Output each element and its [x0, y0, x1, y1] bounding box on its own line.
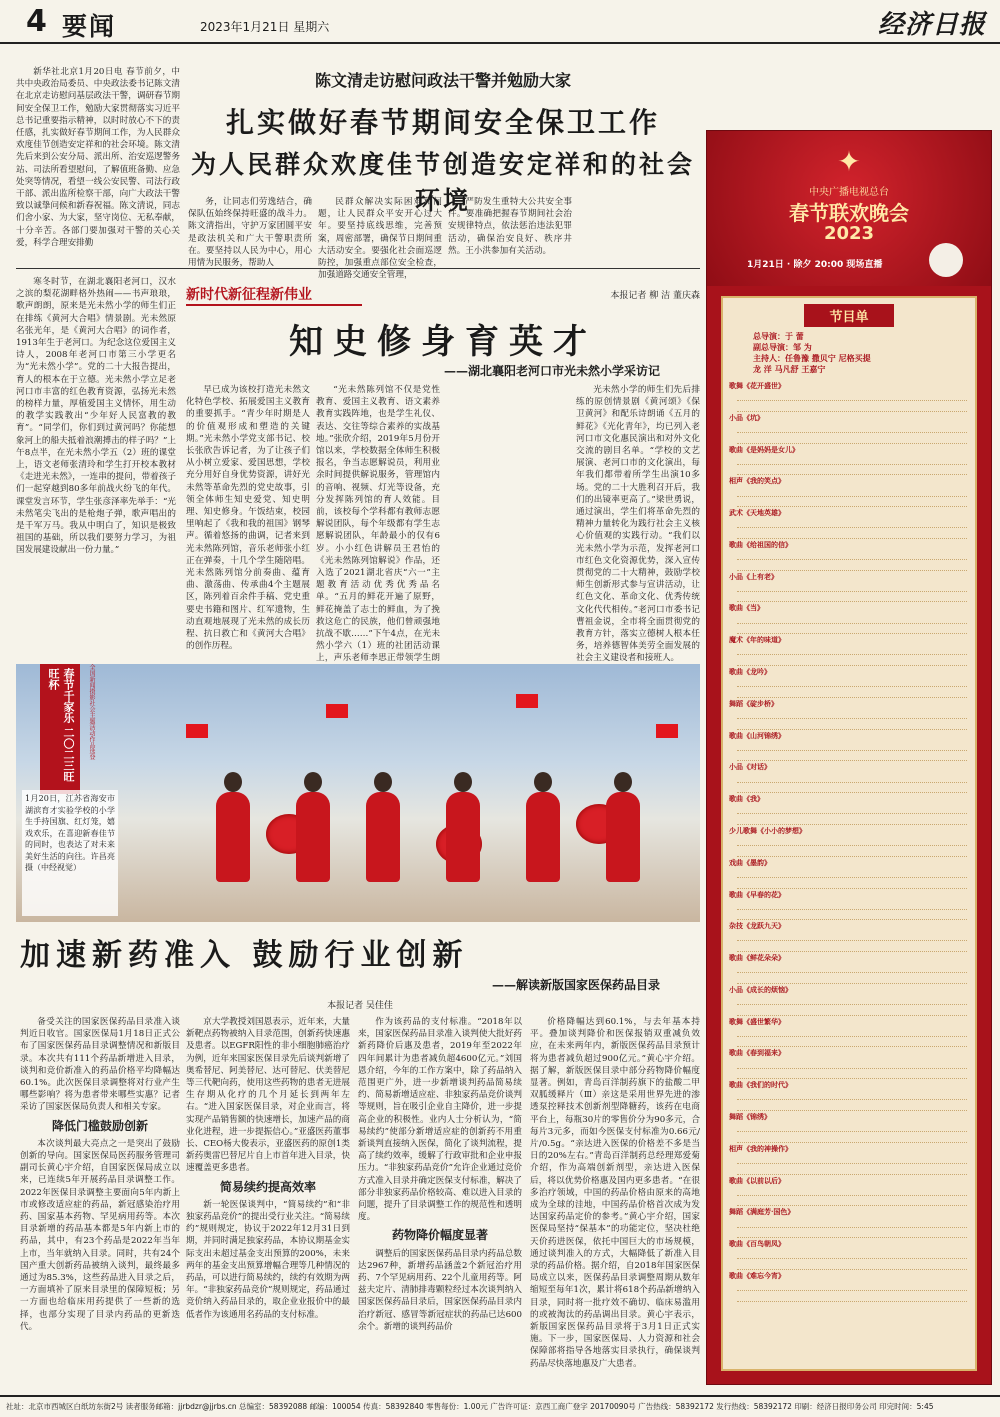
gala-time: 1月21日 · 除夕 20:00 现场直播 [747, 260, 883, 270]
story1-headline-2: 为人民群众欢度佳节创造安定祥和的社会环境 [190, 150, 695, 215]
program-item: 歌曲《给祖国的信》 [729, 539, 792, 549]
story3-subheading-3: 药物降价幅度显著 [391, 1228, 488, 1243]
program-performer-line [737, 1070, 967, 1080]
child-figure [446, 792, 480, 882]
program-performer-line [737, 815, 967, 825]
program-performer-line [737, 551, 967, 561]
program-performer-line [737, 688, 967, 698]
program-item: 歌曲《山河锦绣》 [729, 730, 785, 740]
story2-headline: 知史修身育英才 [289, 322, 597, 362]
program-staff-row: 龙 洋 马凡舒 王嘉宁 [753, 364, 826, 374]
program-performer-line [737, 487, 967, 497]
program-performer-line [737, 773, 967, 783]
program-performer-line [737, 868, 967, 878]
program-item: 歌曲《我们的时代》 [729, 1080, 792, 1090]
story2-column-2 [186, 384, 310, 654]
program-staff-row: 总导演：于 蕾 [753, 331, 804, 341]
story1-column-4 [448, 196, 572, 262]
story2-col1-text: 寒冬时节，在湖北襄阳老河口，汉水之滨的梨花湖畔格外热闹——书声琅琅，歌声朗朗，原来是光未然小学的师生们正在排练《黄河大合唱》情景剧。光未然原名张光年，是《黄河大合唱》的词作者，1913年生于老河口。为纪念这位爱国主义诗人，2008年老河口市第三小学更名为“光未然小学”。党的二十大报告提出，育人的根本在于立德。光未然小学立足老河口市丰富的红色教育资源，弘扬光未然的榜样力量，厚植爱国主义情怀，用生动的教学实践教出“少年好人民富教的教育”。“同学们，你们到过黄河吗？你能想象河上的船夫抵着浪潮搏击的样子吗？”上午8点半，在光未然小学五（2）班的课堂上，语文老师张清玲和学生打开校本教材《走进光未然》，一连串的提问，带着孩子们一起穿越到80多年前战火纷飞的年代。课堂发言环节，学生张彦泽率先举手：“光未然笔尖飞出的是枪炮子弹，歌声唱出的是千军万马。我从中明白了，知识是极致祖国的基础，所以我们要努力学习，为祖国发展建设献出一份力量。” [16, 277, 176, 556]
issue-date: 2023年1月21日 星期六 [200, 20, 330, 34]
program-performer-line [737, 646, 967, 656]
program-item: 小品《成长的烦恼》 [729, 984, 792, 994]
story2-byline: 本报记者 柳 洁 董庆森 [610, 291, 700, 301]
photo-badge [40, 664, 80, 794]
program-item: 戏曲《墨韵》 [729, 857, 771, 867]
program-performer-line [737, 752, 967, 762]
program-staff [723, 331, 975, 375]
program-item: 歌曲《龙吟》 [729, 667, 771, 677]
program-performer-line [737, 1133, 967, 1143]
program-item: 歌曲《百鸟朝凤》 [729, 1239, 785, 1249]
program-performer-line [737, 911, 967, 921]
program-item: 舞蹈《锦绣》 [729, 1111, 771, 1121]
program-performer-line [737, 498, 967, 508]
program-performer-line [737, 784, 967, 794]
program-performer-line [737, 932, 967, 942]
rabbit-icon [929, 243, 963, 277]
program-item: 魔术《年的味道》 [729, 635, 785, 645]
program-item: 歌曲《以前以后》 [729, 1175, 785, 1185]
program-performer-line [737, 1165, 967, 1175]
program-performer-line [737, 942, 967, 952]
program-performer-line [737, 678, 967, 688]
program-item: 少儿歌舞《小小的梦想》 [729, 825, 806, 835]
child-figure [366, 792, 400, 882]
story1-headline-1: 扎实做好春节期间安全保卫工作 [225, 106, 660, 139]
program-performer-line [737, 1059, 967, 1069]
story3-column-2 [186, 1016, 350, 1390]
program-item: 歌曲《是妈妈是女儿》 [729, 444, 799, 454]
story3-col4-text: 价格降幅达到60.1%，与去年基本持平。叠加谈判降价和医保报销双重减负效应，在未来两年内，新版医保药品目录预计将为患者减负超过900亿元。”黄心宇介绍。据了解，新版医保目录中部分药物降价幅度显著。例如，青岛百洋制药旗下的盐酸二甲双胍缓释片（Ⅲ）亲这是采用世界先进的渗透泵控释技术创新剂型降糖药，该药在电商平台上，每瓶30片的零售价分为90多元，合每片3元多，而如今医保支付标准为0.66元/片/0.5g。“亲达进入医保的价格差不多是当日的20%左右。”青岛百洋制药总经理郑爱菊介绍，作为高端创新剂型，亲达进入医保后，将以优势价格惠及国内更多患者。“在很多治疗领域，中国的药品价格由原来的高地成为全球的洼地，中国药品价格首次成为发达国家药品定价的参考。”黄心宇介绍，国家医保局坚持“保基本”的功能定位，坚决杜绝天价药进医保，依托中国巨大的市场规模，通过谈判准入的方式，大幅降低了新准入目录的药品价格。据介绍，自2018年国家医保局成立以来，医保药品目录调整周期从数年缩短至每年1次，累计将618个药品新增纳入目录，同时将一批疗效不确切、临床易滥用的或被淘汰的药品调出目录。黄心宇表示，新版国家医保药品目录将于3月1日正式实施。下一步，国家医保局、人力资源和社会保障部将指导各地落实目录执行，确保谈判药品尽快落地惠及广大患者。 [530, 1017, 700, 1369]
program-performer-line [737, 434, 967, 444]
program-item: 歌曲《我》 [729, 794, 764, 804]
program-item: 歌曲《早春的花》 [729, 889, 785, 899]
program-performer-line [737, 466, 967, 476]
program-performer-line [737, 1038, 967, 1048]
gala-year: 2023 [823, 223, 875, 244]
program-performer-line [737, 1229, 967, 1239]
program-item: 小品《上有老》 [729, 571, 778, 581]
program-item: 舞蹈《满庭芳·国色》 [729, 1207, 795, 1217]
child-figure [296, 792, 330, 882]
program-performer-line [737, 614, 967, 624]
story1-col3-text: 民群众解决实际困难和问题，让人民群众平安开心过大年。要坚持底线思维，完善预案，周密部署，确保节日期间重大活动安全。要强化社会面巡逻防控，加强重点部位安全检查，加强道路交通安全管理， [318, 197, 442, 281]
masthead [0, 0, 1000, 44]
story3-col2-body-text: 新一轮医保谈判中，“简易续约”和“非独家药品竞价”的提出受行业关注。“简易续约”规则规定，协议于2022年12月31日到期，并同时满足独家药品，本协议期基金实际支出未超过基金支出预算的200%，未来两年的基金支出预算增幅合理等几种情况的药品，可以进行简易续约，续约有效期为两年。“非独家药品竞价”规则规定，药品通过竞价纳入药品目录的，取企业业报价中的最低者作为该通用名药品的支付标准。 [186, 1199, 350, 1320]
gala-logo-icon: ✦ [837, 145, 861, 178]
program-performer-line [737, 1281, 967, 1291]
program-performer-line [737, 1292, 967, 1302]
program-performer-line [737, 593, 967, 603]
program-performer-line [737, 1154, 967, 1164]
program-performer-line [737, 519, 967, 529]
program-item: 小品《对话》 [729, 762, 771, 772]
flag-icon [326, 704, 348, 718]
gala-advertisement [706, 130, 992, 1385]
program-performer-line [737, 1091, 967, 1101]
story1-col4-text: 严防发生重特大公共安全事件。要准确把握春节期间社会治安规律特点，依法惩治违法犯罪活动，确保治安良好、秩序井然。王小洪参加有关活动。 [448, 197, 572, 256]
program-item: 相声《我的神操作》 [729, 1143, 792, 1153]
photo-caption-text: 1月20日，江苏省海安市湖滨育才实验学校的小学生手持国旗、红灯笼，嬉戏欢乐，在喜迎新春佳节的同时，也表达了对未来美好生活的向往。许昌亮摄（中经视觉） [25, 794, 115, 872]
column-tag-underline [186, 304, 362, 306]
program-staff-row: 主持人：任鲁豫 撒贝宁 尼格买提 [753, 353, 871, 363]
program-performer-line [737, 1250, 967, 1260]
story2-column-1 [16, 276, 176, 654]
program-header: 节目单 [804, 304, 894, 327]
program-performer-line [737, 974, 967, 984]
story2-col2-text: 早已成为该校打造光未然文化特色学校、拓展爱国主义教育的重要抓手。“青少年时期是人的价值观形成和塑造的关键期。”光未然小学党支部书记、校长张欣告诉记者，为了让孩子们从小树立爱家、爱国思想，学校充分用好自身优势资源，讲好光未然等革命先烈的党史故事，引领全体师生知史爱党、知史明理、知史修身。午饭结束，校园里响起了《我和我的祖国》钢琴声。循着悠扬的曲调，记者来到光未然陈列馆，音乐老师张小红正在弹奏，十几个学生随陪唱。光未然陈列馆分前奏曲、蕴育曲、激荡曲、传承曲4个主题展区，陈列着百余件手稿、党史重要史书籍和图片、红军遗物，生动直观地展现了光未然的成长历程、抗日救亡和《黄河大合唱》的创作历程。 [186, 385, 310, 652]
story1-column-2 [188, 196, 312, 269]
story2-column-3 [316, 384, 440, 664]
story3-col3-text: 作为该药品的支付标准。“2018年以来，国家医保药品目录准入谈判使大批好药新药降价后惠及患者，2019年至2022年四年间累计为患者减负超4600亿元。”刘国恩介绍，今年的工作方案中，除了药品纳入范围更广外，进一步新增谈判药品简易续约、简易新增适应症、非独家药品竞价谈判等规则，旨在吸引企业自主降价，进一步提高企业的积极性。业内人士分析认为，“简易续约”使部分新增适应症的创新药不用重新谈判直接纳入医保，简化了谈判流程，提高了续约效率，缓解了行政审批和企业申报压力。“非独家药品竞价”允许企业通过竞价方式准入目录并确定医保支付标准，解决了部分非独家药品价格较高、难以进入目录的问题，提升了目录调整工作的规范性和透明度。 [358, 1017, 522, 1223]
program-performer-line [737, 995, 967, 1005]
program-performer-line [737, 900, 967, 910]
program-item: 歌曲《鲜花朵朵》 [729, 953, 785, 963]
program-performer-line [737, 455, 967, 465]
story2-col3-text: “光未然陈列馆不仅是党性教育、爱国主义教育、语文素养教育实践阵地，也是学生礼仪、表达、交往等综合素养的实战基地。”张欣介绍，2019年5月份开馆以来，学校数据全体师生积极报名，争当志愿解说员，利用业余时间提供解说服务，管理馆内的音响、视频、灯光等设备，充分发挥陈列馆的育人效能。目前，该校每个学科都有教师志愿解说团队，每个年级都有学生志愿解说团队，年龄最小的仅有6岁。小小红色讲解员王君怡的《光未然陈列馆解说》作品，还入选了2021湖北省庆“六一”主题教育活动优秀优秀品名单。“五月的鲜花开遍了原野，鲜花掩盖了志士的鲜血，为了挽救这危亡的民族，他们曾顽强地抗战不歇……”下午4点，在光未然小学六（1）班的社团活动课上，声乐老师李思正带领学生朗 [316, 385, 440, 664]
story1-lead-column [16, 66, 180, 262]
program-item: 歌舞《盛世繁华》 [729, 1016, 785, 1026]
story3-subhead: ——解读新版国家医保药品目录 [491, 978, 660, 992]
story3-column-1 [20, 1016, 180, 1390]
newspaper-logo: 经济日报 [877, 10, 986, 40]
program-performer-line [737, 847, 967, 857]
gala-title: 春节联欢晚会 [789, 201, 909, 225]
story3-col1-text: 本次谈判最大亮点之一是突出了鼓励创新的导向。国家医保局医药服务管理司副司长黄心宇介绍，自国家医保局成立以来，已连续5年开展药品目录调整工作。2022年医保目录调整主要面向5年内新上市或修改适应症的药品，新冠感染治疗用药、国家基本药物、罕见病用药等。本次目录新增的药品基本都是5年内新上市的药品，其中，有23个药品是2022年当年上市，当年就纳入目录。同时，共有24个国产重大创新药品被纳入谈判，最终最多通过为85.3%，这些药品进入目录之后，一方面填补了原来目录里的保障短板；另一方面也给临床用药提供了一些新的选择，也部分实现了目录内药品的更新迭代。 [20, 1138, 180, 1332]
program-performer-line [737, 1027, 967, 1037]
program-item: 歌曲《当》 [729, 603, 764, 613]
photo-badge-top: 全国新闻摄影社会主题活动作品选登 [88, 664, 95, 760]
program-staff-row: 副总导演：邹 为 [753, 342, 812, 352]
program-performer-line [737, 423, 967, 433]
page-number: 4 [26, 4, 47, 39]
gala-org: 中央广播电视总台 [809, 187, 889, 198]
program-performer-line [737, 656, 967, 666]
program-item: 杂技《龙跃九天》 [729, 921, 785, 931]
program-performer-line [737, 529, 967, 539]
program-performer-line [737, 392, 967, 402]
program-item: 歌舞《花开盛世》 [729, 381, 785, 390]
program-performer-line [737, 805, 967, 815]
program-performer-line [737, 1186, 967, 1196]
story2-column-4 [576, 384, 700, 664]
program-item: 相声《我的笑点》 [729, 476, 785, 486]
story2-subhead: ——湖北襄阳老河口市光未然小学采访记 [443, 364, 660, 378]
child-figure [606, 792, 640, 882]
program-item: 武术《天地英雄》 [729, 508, 785, 518]
story1-column-3 [318, 196, 442, 281]
flag-icon [656, 724, 678, 738]
story2-column-3b [446, 384, 570, 654]
child-figure [526, 792, 560, 882]
program-performer-line [737, 402, 967, 412]
program-item: 舞蹈《碇步桥》 [729, 698, 778, 708]
flag-icon [186, 724, 208, 738]
section-name: 要闻 [62, 12, 117, 41]
program-performer-line [737, 1218, 967, 1228]
story2-column-tag: 新时代新征程新伟业 [186, 287, 312, 303]
story2-col4-text: 光未然小学的师生们先后排练的原创情景剧《黄河颂》《保卫黄河》和配乐诗朗诵《五月的鲜花》《光化青年》，均已列入老河口市文化惠民演出和对外文化交流的剧目名单。“学校的文艺展演、老河口市的文化演出，每年我们都带着所学生出演10多场。党的二十大胜利召开后，我们的出镜率更高了。”梁世勇说，通过演出，学生们将革命先烈的精神力量转化为践行社会主义核心价值观的实践行动。“我们以光未然小学为示范，发挥老河口市红色文化资源优势，深入宣传贯彻党的二十大精神，鼓励学校师生创新形式参与宣讲活动，让红色文化、革命文化、优秀传统文化代代相传。”老河口市委书记曹祖金说，全市将全面贯彻党的教育方针，落实立德树人根本任务，培养德智体美劳全面发展的社会主义建设者和接班人。 [576, 385, 700, 664]
story3-headline: 加速新药准入 鼓励行业创新 [20, 938, 469, 973]
divider [16, 268, 700, 269]
story3-column-3 [358, 1016, 522, 1390]
story3-byline: 本报记者 吴佳佳 [327, 1001, 393, 1011]
program-performer-line [737, 879, 967, 889]
child-figure [216, 792, 250, 882]
story1-kicker: 陈文清走访慰问政法干警并勉励大家 [314, 71, 571, 90]
story3-subheading-2: 简易续约提高效率 [219, 1179, 316, 1194]
program-item: 歌曲《春到福来》 [729, 1048, 785, 1058]
program-performer-line [737, 1006, 967, 1016]
story1-col2-text: 务，让同志们劳逸结合，确保队伍始终保持旺盛的战斗力。陈文清指出，守护万家团圆平安是政法机关和广大干警职责所在。要坚持以人民为中心，用心用情为民服务，帮助人 [188, 197, 312, 269]
program-performer-line [737, 837, 967, 847]
program-performer-line [737, 1197, 967, 1207]
program-item: 歌曲《难忘今宵》 [729, 1270, 785, 1280]
story3-subheading-1: 降低门槛鼓励创新 [51, 1118, 148, 1133]
program-list [721, 296, 977, 1371]
program-performer-line [737, 741, 967, 751]
story3-column-4 [530, 1016, 700, 1390]
story3-col2-text: 京大学教授刘国恩表示，近年来，大量新靶点药物被纳入目录范围，创新药快速惠及患者。以EGFR阳性的非小细胞肺癌治疗为例，近年来国家医保目录先后谈判新增了奥希替尼、阿美替尼、达可替尼、伏美替尼等三代靶向药，使用这些药物的患者无进展生存期从化疗的几个月延长到两年左右。“进入国家医保目录，对企业而言，将实现产品销售额的快速增长，加速产品的商业化进程，进一步提振信心。”亚盛医药董事长、CEO杨大俊表示，亚盛医药的原创1类新药奥雷巴替尼片自上市首年进入目录，快速覆盖更多患者。 [186, 1017, 350, 1174]
program-performer-line [737, 1260, 967, 1270]
photo-caption [22, 790, 118, 916]
program-item: 小品《坑》 [729, 412, 764, 422]
program-performer-line [737, 964, 967, 974]
program-performer-line [737, 709, 967, 719]
gala-banner [707, 131, 991, 286]
news-photo [16, 664, 700, 922]
program-performer-line [737, 582, 967, 592]
photo-badge-text: 春节千家乐 二〇二三旺旺杯 [47, 668, 75, 782]
flag-icon [516, 694, 538, 708]
page-footer: 社址：北京市西城区白纸坊东街2号 读者服务邮箱：jjrbdzr@jjrbs.cn 总编室：58392088 邮编：100054 传真：58392840 零售每份：1.00元 广告许可证：京西工商广登字 20170090号 广告热线：58392172 发行热线：58392172 印刷：经济日报印务公司 印完时间：5:45 [0, 1395, 1000, 1417]
story3-intro-text: 备受关注的国家医保药品目录准入谈判近日收官。国家医保局1月18日正式公布了国家医保药品目录调整情况和新版目录。本次共有111个药品新增进入目录，谈判和竞价新准入的药品价格平均降幅达60.1%。此次医保目录调整将对行业产生哪些影响？将为患者带来哪些实惠？记者采访了国家医保局负责人和相关专家。 [20, 1017, 180, 1113]
program-performer-line [737, 720, 967, 730]
program-items [723, 381, 975, 1302]
program-performer-line [737, 1123, 967, 1133]
story1-lead-text: 新华社北京1月20日电 春节前夕，中共中央政治局委员、中央政法委书记陈文清在北京走访慰问基层政法干警，调研春节期间安全保卫工作，勉励大家贯彻落实习近平总书记重要指示精神，以时时放心不下的责任感，扎实做好春节期间工作，为人民群众欢度佳节创造安定祥和的社会环境。陈文清先后来到公安分局、派出所、治安巡逻警务站、司法所看望慰问，了解值班备勤、应急处突等情况，看望一线公安民警、司法行政干部、派出监所检察干部，向广大政法干警致以诚挚问候和新春祝福。陈文清说，同志们舍小家、为大家，坚守岗位、无私奉献，十分辛苦。各部门要加强对干警的关心关爱，科学合理安排勤 [16, 67, 180, 248]
story3-col3-body-text: 调整后的国家医保药品目录内药品总数达2967种，新增药品涵盖2个新冠治疗用药、7个罕见病用药、22个儿童用药等。阿兹夫定片、清肺排毒颗粒经过本次谈判纳入国家医保药品目录后，国家医保药品目录内治疗新冠、感冒等新冠症状的药品已达600余个。新增的谈判药品价 [358, 1248, 522, 1332]
program-performer-line [737, 561, 967, 571]
program-performer-line [737, 625, 967, 635]
program-performer-line [737, 1101, 967, 1111]
